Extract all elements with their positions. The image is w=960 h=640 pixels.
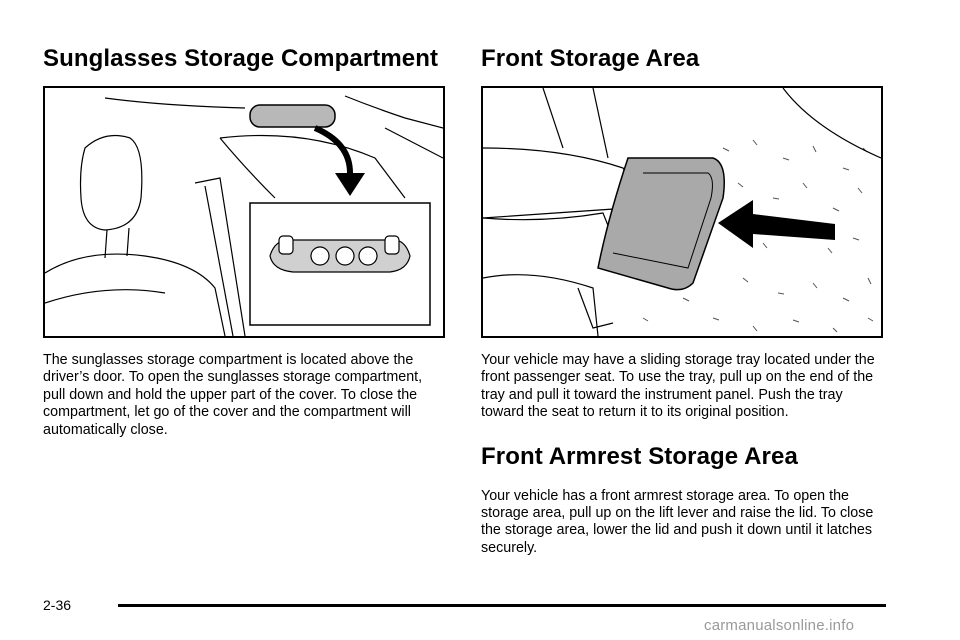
armrest-body: Your vehicle has a front armrest storage area. To open the storage area, pull up on the lift lever and raise the lid. To close the storage area, lower the lid and push it down until it latches securely. <box>481 487 874 556</box>
left-column <box>43 42 447 439</box>
front-storage-tray-illustration-icon <box>483 88 881 336</box>
front-storage-body: Your vehicle may have a sliding storage tray located under the front passenger seat. To use the tray, pull up on the end of the tray and pull it toward the instrument panel. Push the tray toward the seat to return it to its original position. <box>481 352 875 421</box>
sunglasses-compartment-illustration-icon <box>45 88 443 336</box>
sunglasses-body: The sunglasses storage compartment is located above the driver’s door. To open the sunglasses storage compartment, pull down and hold the upper part of the cover. To close the compartment, let go of the cover and the compartment will automatically close. <box>43 352 423 438</box>
sunglasses-figure <box>43 86 445 338</box>
sunglasses-heading: Sunglasses Storage Compartment <box>43 45 439 72</box>
front-storage-heading: Front Storage Area <box>481 45 700 72</box>
page-number: 2-36 <box>43 597 72 613</box>
footer-rule <box>118 604 886 607</box>
right-column <box>481 42 885 557</box>
watermark-link[interactable]: carmanualsonline.info <box>704 617 855 634</box>
front-storage-figure <box>481 86 883 338</box>
armrest-heading: Front Armrest Storage Area <box>481 442 798 470</box>
